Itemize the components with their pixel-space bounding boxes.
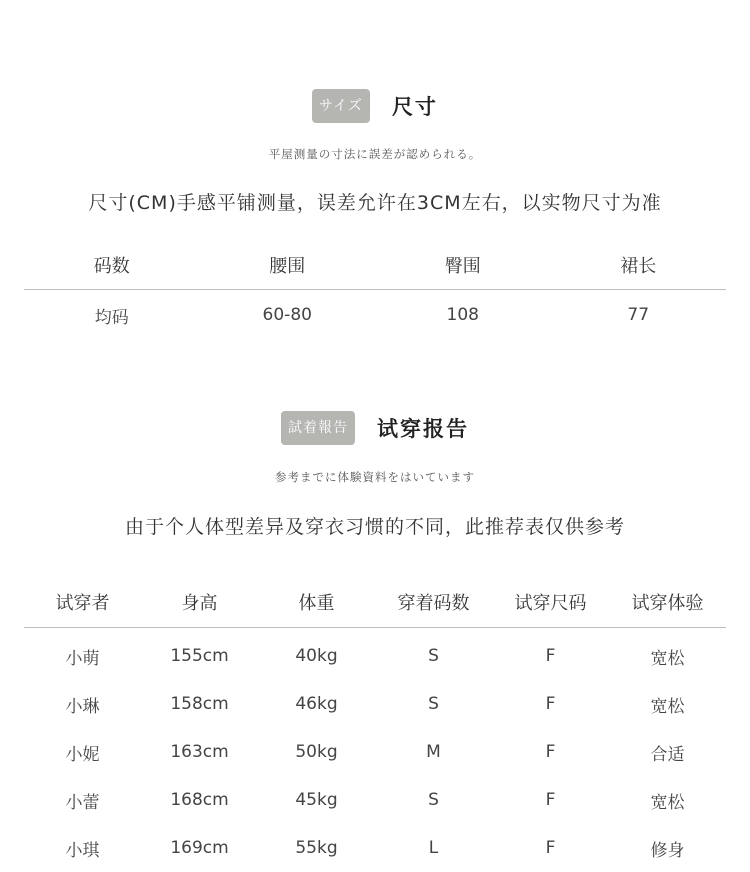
trial-section-header	[0, 411, 750, 445]
table-row	[24, 824, 726, 872]
trial-cell: 168cm	[170, 790, 229, 810]
size-col-header: 腰围	[269, 256, 306, 277]
trial-cell: S	[428, 790, 439, 810]
trial-col-header: 试穿体验	[631, 593, 704, 614]
trial-cell: F	[545, 838, 556, 858]
trial-col-header: 体重	[298, 593, 335, 614]
trial-section-title: 试穿报告	[377, 417, 469, 441]
trial-badge: 試着報告	[281, 411, 355, 445]
trial-cell: 宽松	[650, 696, 685, 717]
trial-cell: 169cm	[170, 838, 229, 858]
trial-cell: 45kg	[295, 790, 338, 810]
trial-col-header: 穿着码数	[397, 593, 470, 614]
trial-cell: 小妮	[65, 744, 100, 765]
table-row	[24, 680, 726, 728]
size-cell: 均码	[94, 307, 129, 328]
trial-cell: 155cm	[170, 646, 229, 666]
trial-cell: S	[428, 694, 439, 714]
trial-cell: F	[545, 646, 556, 666]
trial-cell: 小琳	[65, 696, 100, 717]
size-col-header: 裙长	[620, 256, 657, 277]
trial-cell: 50kg	[295, 742, 338, 762]
trial-cell: 163cm	[170, 742, 229, 762]
size-cell: 77	[627, 305, 650, 325]
size-badge: サイズ	[312, 89, 370, 123]
trial-cell: F	[545, 694, 556, 714]
trial-cell: L	[428, 838, 439, 858]
size-col-header: 码数	[93, 256, 130, 277]
size-cell: 60-80	[262, 305, 312, 325]
size-note: 平屋测量の寸法に誤差が認められる。	[268, 147, 482, 161]
trial-col-header: 试穿尺码	[514, 593, 587, 614]
size-cell: 108	[446, 305, 479, 325]
trial-note: 参考までに体験資料をはいています	[275, 470, 475, 484]
size-table-header-row	[24, 245, 726, 290]
trial-col-header: 试穿者	[55, 593, 110, 614]
trial-cell: 合适	[650, 744, 685, 765]
trial-table-header-row	[24, 581, 726, 628]
size-lead-text: 尺寸(CM)手感平铺测量，误差允许在3CM左右，以实物尺寸为准	[88, 192, 662, 214]
trial-cell: 158cm	[170, 694, 229, 714]
table-row	[24, 728, 726, 776]
trial-cell: F	[545, 742, 556, 762]
table-row	[24, 290, 726, 341]
trial-cell: 小蕾	[65, 792, 100, 813]
trial-cell: 46kg	[295, 694, 338, 714]
trial-cell: 宽松	[650, 792, 685, 813]
size-section-title: 尺寸	[391, 95, 438, 119]
table-row	[24, 776, 726, 824]
trial-table	[24, 581, 726, 872]
trial-cell: 宽松	[650, 648, 685, 669]
trial-lead-text: 由于个人体型差异及穿衣习惯的不同，此推荐表仅供参考	[124, 516, 625, 538]
table-row	[24, 628, 726, 681]
trial-col-header: 身高	[181, 593, 218, 614]
trial-cell: 40kg	[295, 646, 338, 666]
trial-cell: 55kg	[295, 838, 338, 858]
size-section-header	[0, 89, 750, 123]
trial-cell: F	[545, 790, 556, 810]
size-table	[24, 245, 726, 340]
trial-cell: 小萌	[65, 648, 100, 669]
size-col-header: 臀围	[444, 256, 481, 277]
trial-cell: M	[426, 742, 441, 762]
trial-cell: S	[428, 646, 439, 666]
trial-cell: 小琪	[65, 840, 100, 861]
trial-cell: 修身	[650, 840, 685, 861]
